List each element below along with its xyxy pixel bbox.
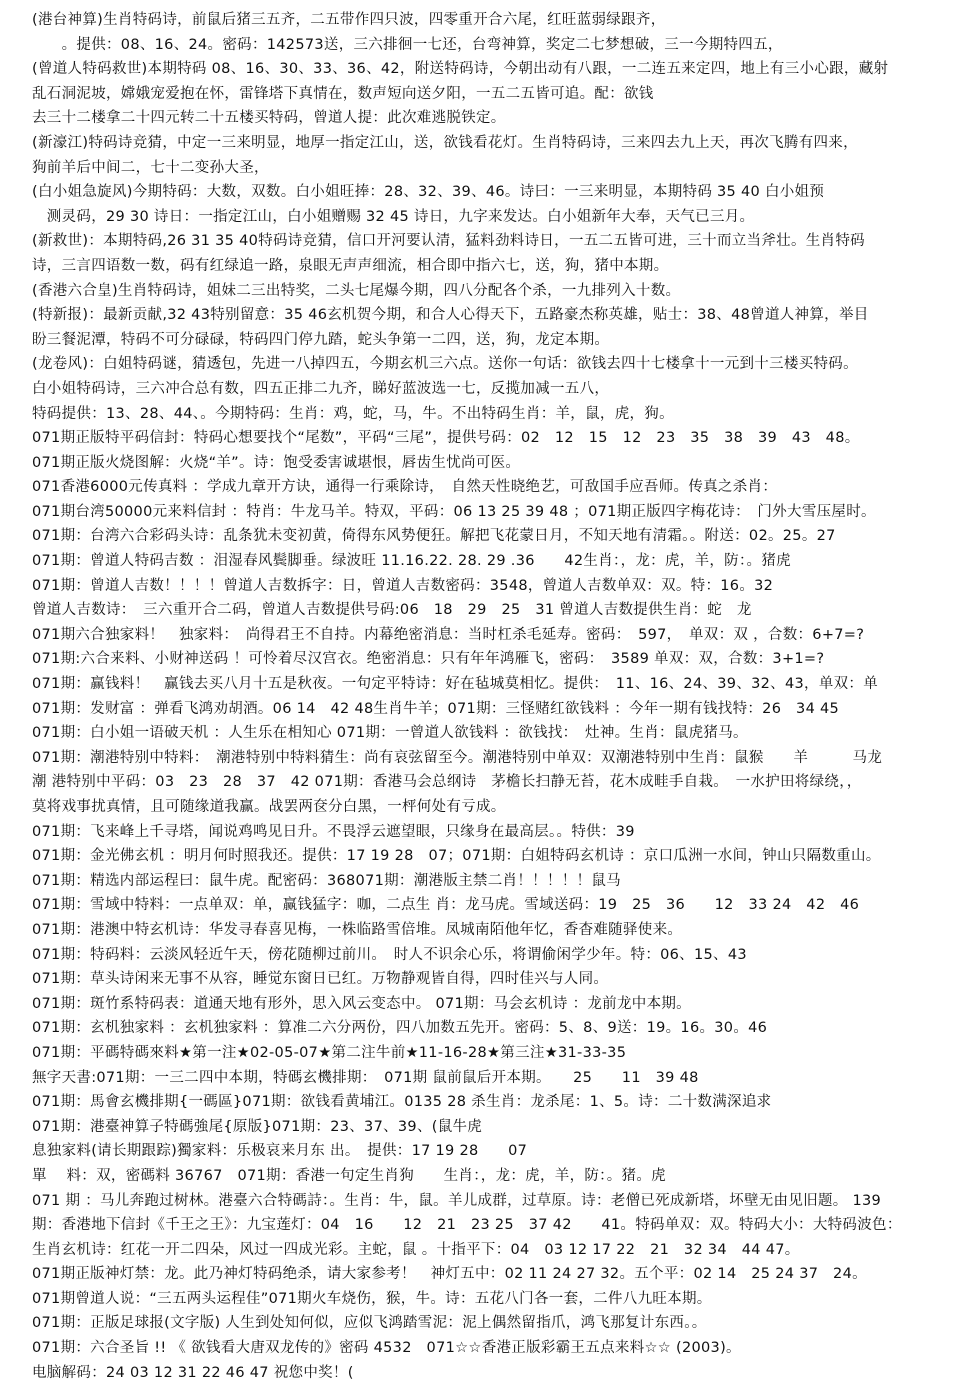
text-line: 071期正版神灯禁：龙。此乃神灯特码绝杀，请大家参考！ 神灯五中：02 11 24 27 32。五个平：02 14 25 24 37 24。 xyxy=(32,1266,867,1283)
text-line: 测灵码，29 30 诗日：一指定江山，白小姐赠赐 32 45 诗日，九字来发达。白小姐新年大奉，天气已三月。 xyxy=(32,208,755,225)
text-line: 071期台湾50000元来料信封 ：特肖：牛龙马羊。特双，平码：06 13 25 39 48 ；071期正版四字梅花诗： 门外大雪压屋时。 xyxy=(32,503,876,520)
text-line: (龙卷风)：白姐特码谜，猜透包，先进一八掉四五，今期玄机三六点。送你一句话：欲钱去四十七楼拿十一元到十三楼买特码。 xyxy=(32,356,858,373)
text-line: 071期：发财富 ：弹看飞鸿劝胡酒。06 14 42 48生肖牛羊；071期：三怪赌红欲钱料 ：今年一期有钱找特：26 34 45 xyxy=(32,700,840,717)
text-line: 莫将戏事扰真情，且可随缘道我赢。战罢两奁分白黑，一枰何处有亏成。 xyxy=(32,799,506,815)
text-line: 071期：金光佛玄机 ：明月何时照我还。提供：17 19 28 07；071期：白姐特码玄机诗 ：京口瓜洲一水间，钟山只隔数重山。 xyxy=(32,848,881,865)
text-line: 071期：正版足球报(文字版) 人生到处知何似，应似飞鸿踏雪泥：泥上偶然留指爪，鸿飞那复计东西。。 xyxy=(32,1315,707,1332)
text-line: 诗，三言四语数一数，码有红绿追一路，泉眼无声声细流，相合即中指六七，送，狗，猪中本期。 xyxy=(32,257,669,274)
text-line: 071期：斑竹系特码表：道通天地有形外，思入风云变态中。 071期：马会玄机诗 ：龙前龙中本期。 xyxy=(32,995,691,1012)
text-line: (港台神算)生肖特码诗，前鼠后猪三五齐，二五带作四只波，四零重开合六尾，红旺蓝弱绿跟齐， xyxy=(32,12,666,28)
text-line: 电脑解码：24 03 12 31 22 46 47 祝您中奖！( xyxy=(32,1364,354,1381)
text-line: 071 期 ：马儿奔跑过树林。港臺六合特碼詩：。生肖：牛，鼠。羊儿成群，过草原。诗：老僧已死成新塔，坏壁无由见旧题。 139 xyxy=(32,1192,882,1209)
text-line: 曾道人吉数诗： 三六重开合二码，曾道人吉数提供号码:06 18 29 25 31 曾道人吉数提供生肖：蛇 龙 xyxy=(32,602,752,619)
text-line: (曾道人特码救世)本期特码 08、16、30、33、36、42，附送特码诗，今朝出动有八跟，一二连五来定四，地上有三小心跟，藏射 xyxy=(32,61,889,78)
text-line: 071期：曾道人吉数！！！！曾道人吉数拆字：日，曾道人吉数密码：3548，曾道人吉数单双：双。特：16。32 xyxy=(32,577,774,594)
text-line: 無字天書:071期：一三二四中本期，特碼玄機排期： 071期 鼠前鼠后开本期。 25 11 39 48 xyxy=(32,1069,699,1086)
text-line: 071期：曾道人特码吉数 ：泪湿春风鬓脚垂。绿波旺 11.16.22. 28. 29 .36 42生肖：，龙：虎，羊，防：。猪虎 xyxy=(32,553,791,570)
text-line: 071期曾道人说：“三五两头运程佳”071期火车烧伤，猴，牛。诗：五花八门各一套，二件八九旺本期。 xyxy=(32,1290,712,1307)
text-line: (特新报)：最新贡献,32 43特别留意：35 46玄机贺今期，和合人心得天下，五路豪杰称英雄，贴士：38、48曾道人神算，举目 xyxy=(32,307,869,324)
text-line: 071期：馬會玄機排期{一碼區}071期：欲钱看黄埔江。0135 28 杀生肖：龙杀尾：1、5。诗：二十数满深追求 xyxy=(32,1094,772,1111)
text-line: 單 料：双，密碼料 36767 071期：香港一句定生肖狗 生肖：，龙：虎，羊，防：。猪。虎 xyxy=(32,1167,666,1184)
text-line: 盼三餐泥潭，特码不可分碌碌，特码四门停九踏，蛇头争第一二四，送，狗，龙定本期。 xyxy=(32,331,610,348)
text-line: 乱石洞泥坡，嫦娥宠爱抱在怀，雷锋塔下真情在，数声短向送夕阳，一五二五皆可追。配：欲钱 xyxy=(32,85,654,102)
text-line: (白小姐急旋风)今期特码：大数，双数。白小姐旺捧：28、32、39、46。诗曰：一三来明显，本期特码 35 40 白小姐预 xyxy=(32,184,825,201)
text-line: 071期：平碼特碼來料★第一注★02-05-07★第二注牛前★11-16-28★第三注★31-33-35 xyxy=(32,1044,627,1061)
text-line: 白小姐特码诗，三六冲合总有数，四五正排二九齐，睇好蓝波选一七，反揽加减一五八， xyxy=(32,380,610,397)
text-line: (新濠江)特码诗竞猜，中定一三来明显，地厚一指定江山，送，欲钱看花灯。生肖特码诗，三来四去九上天，再次飞腾有四来， xyxy=(32,134,858,151)
text-line: 071香港6000元传真料 ：学成九章开方诀，通得一行乘除诗， 自然天性晓绝艺，可敌国手应吾师。传真之杀肖： xyxy=(32,479,778,496)
text-line: 潮 港特别中平码：03 23 28 37 42 071期：香港马会总纲诗 茅檐长扫静无苔，花木成畦手自栽。 一水护田将绿绕，， xyxy=(32,774,862,791)
text-line: 。提供：08、16、24。密码：142573送，三六排徊一七还，台弯神算，奖定二七梦想破，三一今期特四五， xyxy=(32,36,783,53)
text-line: 071期：港臺神算子特碼強尾{原版}071期：23、37、39、(鼠牛虎 xyxy=(32,1118,483,1135)
text-line: 息独家料(请长期跟踪)獨家料：乐极哀来月东 出。 提供：17 19 28 07 xyxy=(32,1143,528,1160)
text-line: 071期正版特平码信封：特码心想要找个“尾数”，平码“三尾”，提供号码：02 12 15 12 23 35 38 39 43 48。 xyxy=(32,430,860,447)
text-line: (香港六合皇)生肖特码诗，姐妹二三出特奖，二头七尾爆今期，四八分配各个杀，一九排列入十数。 xyxy=(32,282,681,299)
text-line: 071期正版火烧图解：火烧“羊”。诗：饱受委害诚堪恨，唇齿生忧尚可医。 xyxy=(32,454,521,471)
text-line: 071期:六合来料、小财神送码 ！可怜着尽汉宫衣。绝密消息：只有年年鸿雁飞，密码： 3589 单双：双，合数：3+1=? xyxy=(32,651,825,668)
text-line: 071期：白小姐一语破天机 ：人生乐在相知心 071期：一曾道人欲钱料 ：欲钱找： 灶神。生肖：鼠虎猪马。 xyxy=(32,725,748,742)
text-line: 期：香港地下信封《千王之王》：九宝莲灯：04 16 12 21 23 25 37 42 41。特码单双：双。特码大小：大特码波色： xyxy=(32,1217,902,1234)
text-line: 071期：雪域中特料：一点单双：单，赢钱猛字：咖，二点生 肖：龙马虎。雪域送码：19 25 36 12 33 24 42 46 xyxy=(32,897,860,914)
text-line: 071期：六合圣旨 !! 《 欲钱看大唐双龙传的》密码 4532 071☆☆香港正版彩霸王五点来料☆☆ (2003)。 xyxy=(32,1340,741,1357)
text-line: 特码提供：13、28、44、。今期特码：生肖：鸡，蛇，马，牛。不出特码生肖：羊，鼠，虎，狗。 xyxy=(32,405,674,422)
text-line: 去三十二楼拿二十四元转二十五楼买特码，曾道人提：此次难逃脱铁定。 xyxy=(32,110,506,127)
text-line: 071期：玄机独家料 ：玄机独家料 ：算准二六分两份，四八加数五先开。密码：5、8、9送：19。16。30。46 xyxy=(32,1020,768,1037)
text-line: 生肖玄机诗：红花一开二四朵，风过一四成光彩。主蛇，鼠 。十指平下：04 03 12 17 22 21 32 34 44 47。 xyxy=(32,1241,800,1258)
text-line: 071期：港澳中特玄机诗：华发寻春喜见梅，一株临路雪倍堆。凤城南陌他年忆，香杳难随驿使来。 xyxy=(32,921,683,938)
text-line: 071期：草头诗闲来无事不从容，睡觉东窗日已红。万物静观皆自得，四时佳兴与人同。 xyxy=(32,971,609,988)
text-line: (新救世)：本期特码,26 31 35 40特码诗竞猜，信口开河要认清，猛料劲料诗日，一五二五皆可进，三十而立当斧壮。生肖特码 xyxy=(32,233,865,250)
text-line: 071期：特码料：云淡风轻近午天，傍花随柳过前川。 时人不识余心乐，将谓偷闲学少年。特：06、15、43 xyxy=(32,946,747,963)
text-line: 071期：飞来峰上千寻塔，闻说鸡鸣见日升。不畏浮云遮望眼，只缘身在最高层。。特供：39 xyxy=(32,823,635,840)
text-line: 071期：台湾六合彩码头诗：乱条犹未变初黄，倚得东风势便狂。解把飞花蒙日月，不知天地有清霜。。附送：02。25。27 xyxy=(32,528,836,545)
text-line: 071期：潮港特别中特料： 潮港特别中特料猜生：尚有哀弦留至今。潮港特别中单双：双潮港特别中生肖：鼠猴 羊 马龙 xyxy=(32,749,883,766)
text-line: 071期：精选内部运程曰：鼠牛虎。配密码：368071期：潮港版主禁二肖！！！！！鼠马 xyxy=(32,872,621,889)
text-line: 狗前羊后中间二，七十二变孙大圣， xyxy=(32,159,269,176)
text-line: 071期六合独家料！ 独家料： 尚得君王不自持。内幕绝密消息：当时杠杀毛延寿。密码： 597， 单双：双 ，合数：6+7=? xyxy=(32,626,865,643)
text-line: 071期：赢钱料！ 赢钱去买八月十五是秋夜。一句定平特诗：好在毡城莫相忆。提供： 11、16、24、39、32、43，单双：单 xyxy=(32,676,879,693)
